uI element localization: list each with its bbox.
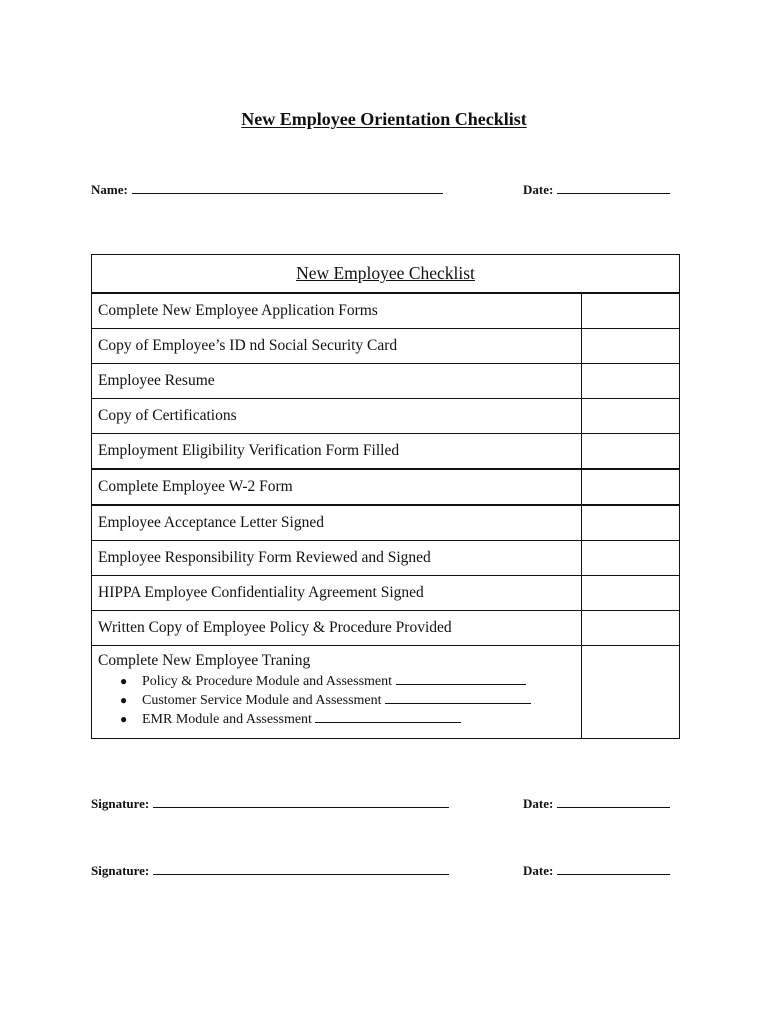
date-label: Date: [523,796,554,811]
training-module-label: Policy & Procedure Module and Assessment [142,674,393,689]
signature-line[interactable] [153,864,449,875]
name-line[interactable] [132,183,443,194]
checklist-row [92,505,680,541]
bullet-icon: ● [120,712,128,726]
checklist-item-label: Complete Employee W-2 Form [92,469,582,505]
checklist-item-label: Employee Resume [92,364,582,399]
checklist-item-label: Written Copy of Employee Policy & Procedure Provided [92,611,582,646]
training-module-item [120,672,575,691]
checklist-checkbox[interactable] [582,469,680,505]
checklist-row [92,469,680,505]
checklist-checkbox[interactable] [582,293,680,329]
checklist-row [92,329,680,364]
signature-line[interactable] [153,797,449,808]
checklist-row [92,434,680,470]
checklist-checkbox[interactable] [582,646,680,739]
checklist-item-label: Employee Responsibility Form Reviewed and Signed [92,541,582,576]
training-title: Complete New Employee Traning [98,652,311,669]
checklist-item-label: HIPPA Employee Confidentiality Agreement Signed [92,576,582,611]
date-line[interactable] [557,864,670,875]
checklist-item-label: Employment Eligibility Verification Form Filled [92,434,582,470]
training-module-line[interactable] [385,692,531,704]
training-module-list [98,672,575,729]
checklist-row [92,399,680,434]
bullet-icon: ● [120,693,128,707]
checklist-row [92,541,680,576]
training-module-label: Customer Service Module and Assessment [142,693,382,708]
checklist-row [92,364,680,399]
date-line[interactable] [557,183,670,194]
document-title: New Employee Orientation Checklist [241,109,527,129]
checklist-checkbox[interactable] [582,505,680,541]
checklist-item-label: Employee Acceptance Letter Signed [92,505,582,541]
checklist-row [92,611,680,646]
checklist-item-label: Complete New Employee Application Forms [92,293,582,329]
checklist-row [92,576,680,611]
date-field[interactable] [523,182,670,198]
training-module-item [120,710,575,729]
checklist-checkbox[interactable] [582,541,680,576]
checklist-checkbox[interactable] [582,611,680,646]
checklist-item-label: Copy of Employee’s ID nd Social Security Card [92,329,582,364]
checklist-checkbox[interactable] [582,329,680,364]
training-module-item [120,691,575,710]
checklist-heading: New Employee Checklist [92,255,680,294]
training-module-line[interactable] [315,711,461,723]
signature-label: Signature: [91,796,150,811]
date-line[interactable] [557,797,670,808]
bullet-icon: ● [120,674,128,688]
checklist-checkbox[interactable] [582,576,680,611]
signature-label: Signature: [91,863,150,878]
training-cell [92,646,582,739]
checklist-item-label: Copy of Certifications [92,399,582,434]
training-module-line[interactable] [396,673,526,685]
checklist-checkbox[interactable] [582,399,680,434]
checklist-checkbox[interactable] [582,434,680,470]
checklist-row [92,293,680,329]
name-label: Name: [91,182,128,197]
signature-date-field-2[interactable] [523,863,670,879]
signature-date-field-1[interactable] [523,796,670,812]
training-module-label: EMR Module and Assessment [142,712,312,727]
date-label: Date: [523,863,554,878]
checklist-row-training [92,646,680,739]
name-field[interactable] [91,182,443,198]
checklist-table [91,254,680,739]
signature-field-2[interactable] [91,863,449,879]
signature-field-1[interactable] [91,796,449,812]
checklist-checkbox[interactable] [582,364,680,399]
date-label: Date: [523,182,554,197]
